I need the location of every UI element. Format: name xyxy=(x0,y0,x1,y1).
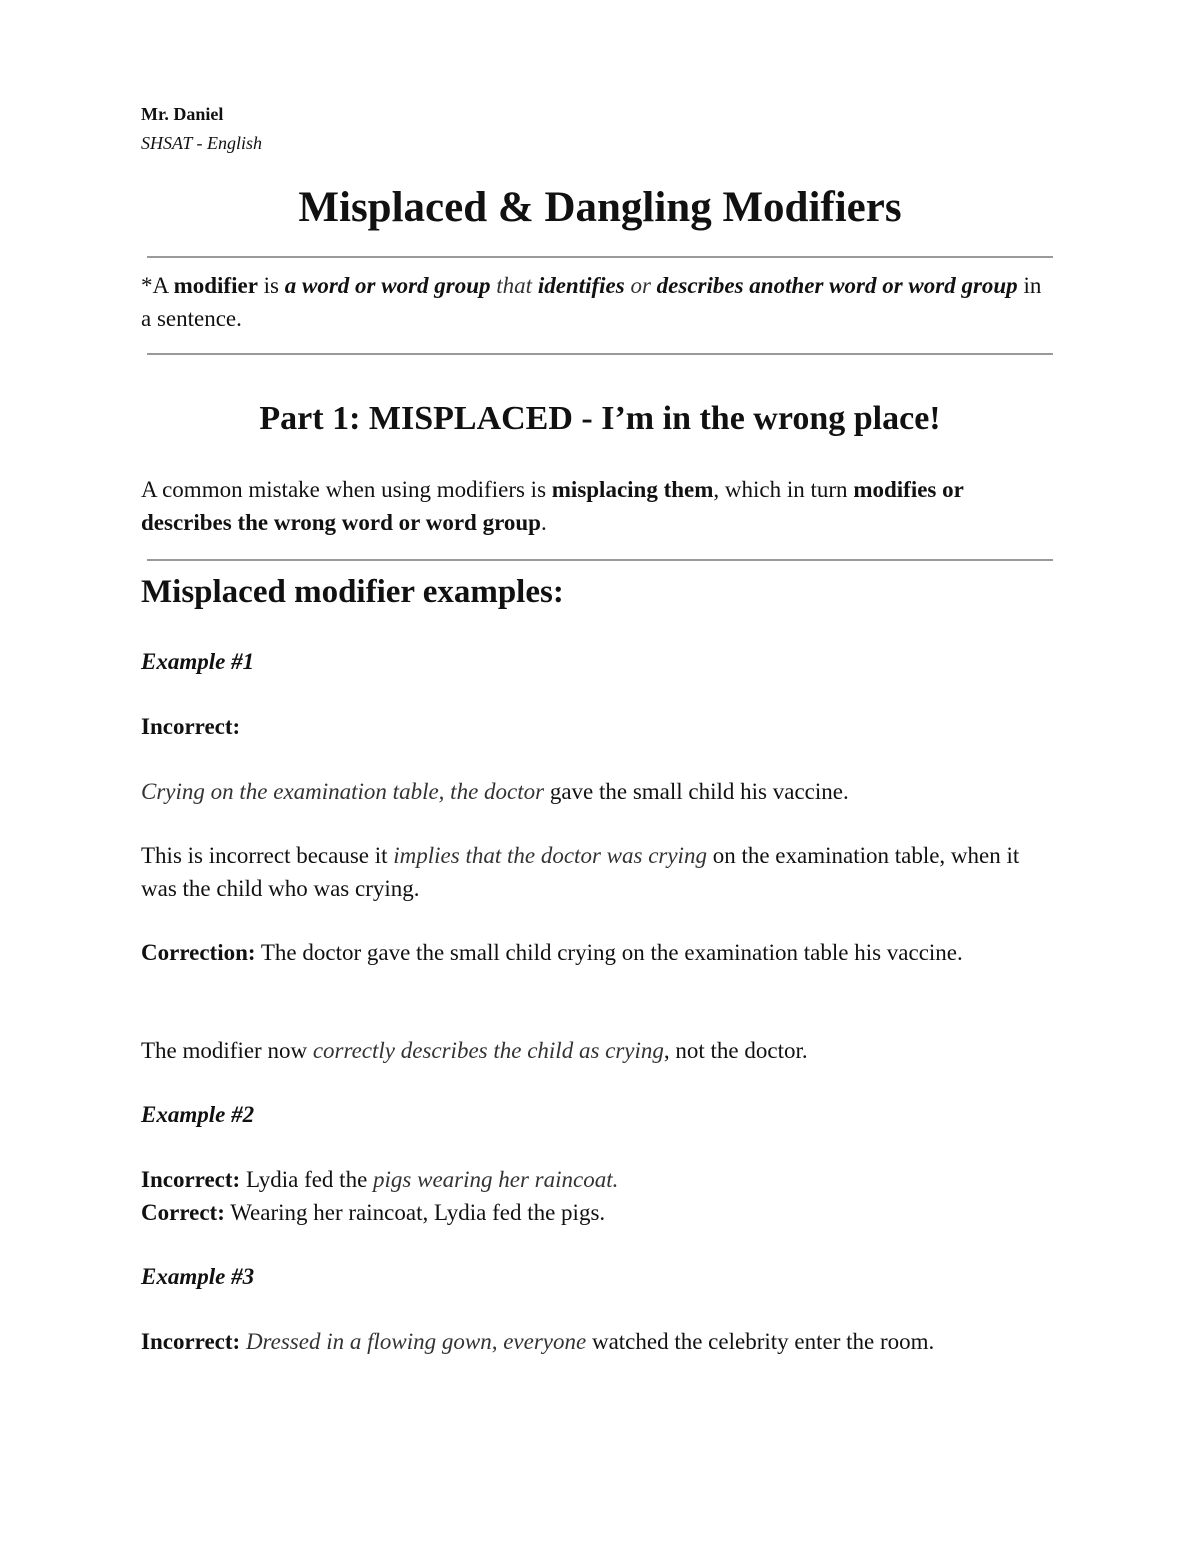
example-2-label: Example #2 xyxy=(141,1102,255,1127)
course-name: SHSAT - English xyxy=(141,133,263,153)
definition-text: is xyxy=(257,273,285,298)
incorrect-label: Incorrect: xyxy=(141,714,241,739)
definition-text: in a sentence. xyxy=(141,273,1042,331)
example-2-correct xyxy=(141,1197,1056,1230)
modifier-phrase: Crying on the examination table, the doctor xyxy=(141,779,545,804)
example-1-note xyxy=(141,1035,1056,1068)
intro-emphasis: misplacing them xyxy=(551,477,714,502)
definition-emphasis: identifies xyxy=(537,273,625,298)
incorrect-label: Incorrect: xyxy=(141,1167,241,1192)
correction-text: The doctor gave the small child crying on the examination table his vaccine. xyxy=(255,940,963,965)
example-3-label: Example #3 xyxy=(141,1264,255,1289)
modifier-definition xyxy=(141,270,1056,335)
sentence-text: watched the celebrity enter the room. xyxy=(586,1329,935,1354)
sentence-text: Wearing her raincoat, Lydia fed the pigs. xyxy=(224,1200,606,1225)
divider-2 xyxy=(147,353,1053,355)
page-title: Misplaced & Dangling Modifiers xyxy=(298,184,902,231)
intro-emphasis: modifies or describes the wrong word or word group xyxy=(141,477,964,535)
intro-text: A common mistake when using modifiers is xyxy=(141,477,552,502)
divider-1 xyxy=(147,256,1053,258)
author-name: Mr. Daniel xyxy=(141,104,224,124)
part-1-label: Part 1: MISPLACED xyxy=(259,400,573,437)
modifier-phrase: pigs wearing her raincoat. xyxy=(373,1167,619,1192)
divider-3 xyxy=(147,559,1053,561)
example-1-incorrect-label xyxy=(141,711,1056,744)
explanation-emphasis: implies that the doctor was crying xyxy=(393,843,707,868)
example-1-incorrect-sentence xyxy=(141,776,1056,809)
example-3-incorrect xyxy=(141,1326,1056,1359)
note-text: The modifier now xyxy=(141,1038,313,1063)
part-1-tagline: I’m in the wrong place! xyxy=(601,400,941,437)
part-1-heading xyxy=(0,396,1200,442)
definition-star: *A xyxy=(141,273,174,298)
correction-label: Correction: xyxy=(141,940,256,965)
part-1-separator: - xyxy=(572,400,602,437)
definition-term: modifier xyxy=(173,273,258,298)
intro-text: . xyxy=(540,509,547,535)
definition-text: or xyxy=(624,273,657,298)
sentence-text: gave the small child his vaccine. xyxy=(544,779,849,804)
example-1-explanation xyxy=(141,840,1056,905)
explanation-text: on the examination table, when it was the child who was crying. xyxy=(141,843,1020,901)
example-1-correction xyxy=(141,937,1056,970)
definition-text: that xyxy=(490,273,538,298)
definition-emphasis: a word or word group xyxy=(284,273,491,298)
note-text: , not the doctor. xyxy=(663,1038,808,1063)
example-2-incorrect xyxy=(141,1164,1056,1197)
incorrect-label: Incorrect: xyxy=(141,1329,241,1354)
section-heading: Misplaced modifier examples: xyxy=(141,574,564,610)
sentence-text: Lydia fed the xyxy=(240,1167,374,1192)
note-emphasis: correctly describes the child as crying xyxy=(312,1038,664,1063)
definition-emphasis: describes another word or word group xyxy=(656,273,1018,298)
correct-label: Correct: xyxy=(141,1200,225,1225)
explanation-text: This is incorrect because it xyxy=(141,843,394,868)
example-1-label: Example #1 xyxy=(141,649,255,674)
modifier-phrase: Dressed in a flowing gown, everyone xyxy=(245,1329,587,1354)
misplaced-intro xyxy=(141,474,1056,539)
intro-text: , which in turn xyxy=(713,477,854,502)
